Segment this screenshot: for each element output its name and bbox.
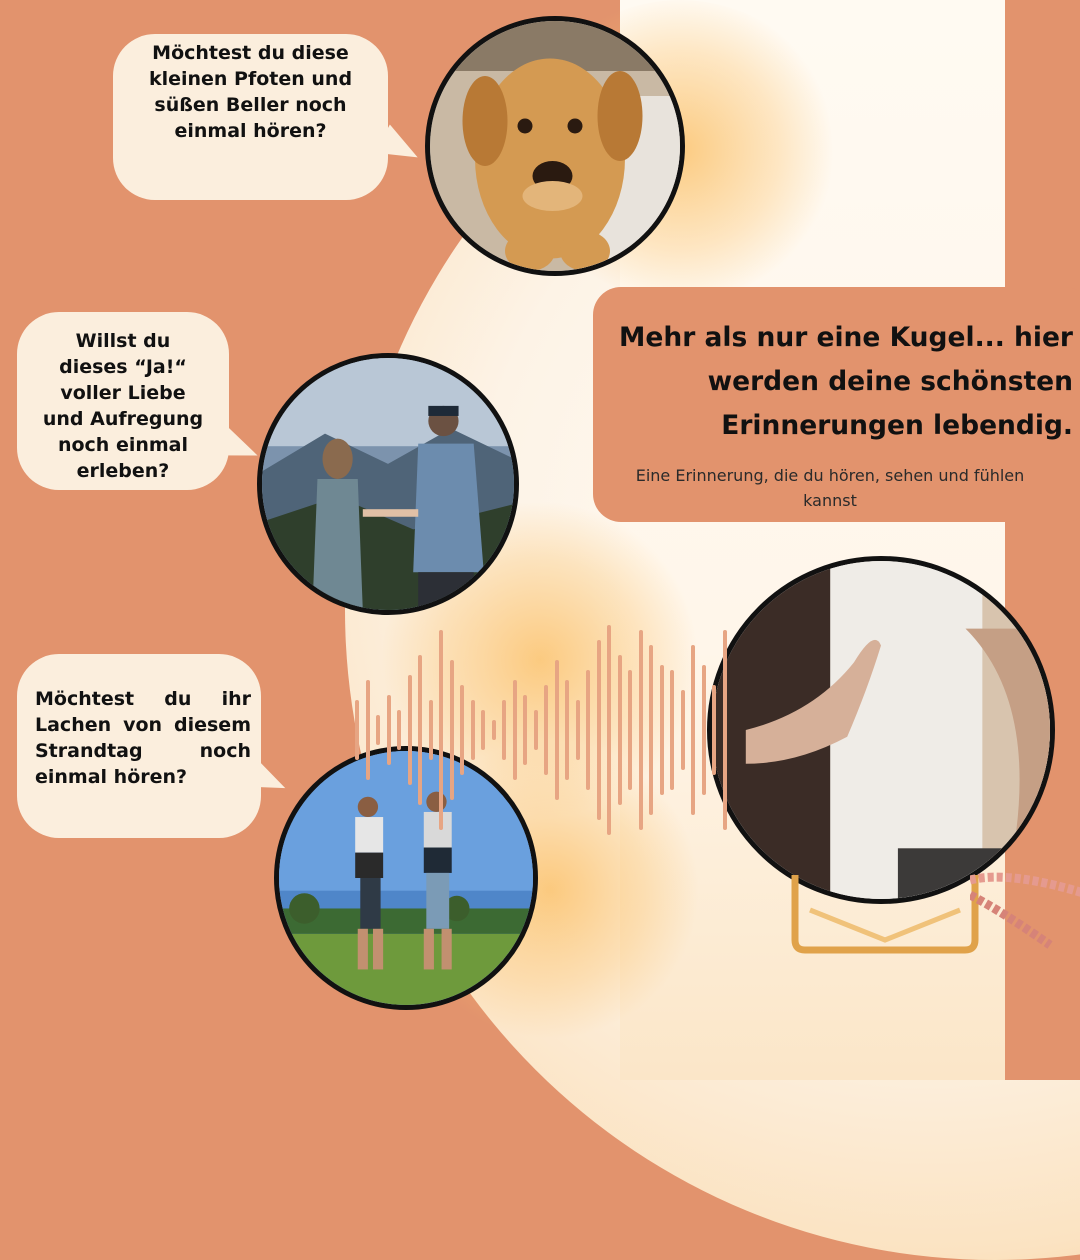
waveform-bar [408,675,412,785]
waveform-bar [366,680,370,780]
bubble-tail [242,757,292,803]
waveform-bar [607,625,611,835]
puppy-photo [425,16,685,276]
waveform-bar [712,685,716,775]
waveform-bar [681,690,685,770]
rope-decoration [970,860,1080,950]
waveform-bar [439,630,443,830]
waveform-bar [523,695,527,765]
waveform-bar [649,645,653,815]
subline: Eine Erinnerung, die du hören, sehen und fühlen kannst [635,466,1025,510]
waveform-bar [471,700,475,760]
waveform-bar [702,665,706,795]
waveform-bar [376,715,380,745]
waveform-bar [460,685,464,775]
waveform-bar [660,665,664,795]
waveform-bar [492,720,496,740]
speech-bubble-beach [17,654,261,838]
waveform-bar [534,710,538,750]
headline: Mehr als nur eine Kugel... hier werden deine schönsten Erinnerungen lebendig. [619,322,1073,441]
globe-stand [790,870,980,960]
hands-photo [707,556,1055,904]
audio-waveform [355,615,755,845]
waveform-bar [355,700,359,760]
waveform-bar [628,670,632,790]
speech-bubble-dog [113,34,388,200]
waveform-bar [723,630,727,830]
bubble-tail [214,426,263,471]
waveform-bar [502,700,506,760]
waveform-bar [387,695,391,765]
waveform-bar [586,670,590,790]
waveform-bar [565,680,569,780]
speech-bubble-proposal [17,312,229,490]
waveform-bar [670,670,674,790]
waveform-bar [618,655,622,805]
waveform-bar [397,710,401,750]
bubble-tail [375,124,425,171]
waveform-bar [576,700,580,760]
waveform-bar [429,700,433,760]
bubble-text-beach: Möchtest du ihr Lachen von diesem Strandtag noch einmal hören? [35,688,251,788]
waveform-bar [544,685,548,775]
waveform-bar [639,630,643,830]
waveform-bar [691,645,695,815]
bubble-text-proposal: Willst du dieses “Ja!“ voller Liebe und Aufregung noch einmal erleben? [42,330,204,482]
proposal-photo [257,353,519,615]
waveform-bar [418,655,422,805]
waveform-bar [555,660,559,800]
waveform-bar [450,660,454,800]
waveform-bar [513,680,517,780]
bubble-text-dog: Möchtest du diese kleinen Pfoten und süßen Beller noch einmal hören? [148,42,353,142]
waveform-bar [597,640,601,820]
waveform-bar [481,710,485,750]
